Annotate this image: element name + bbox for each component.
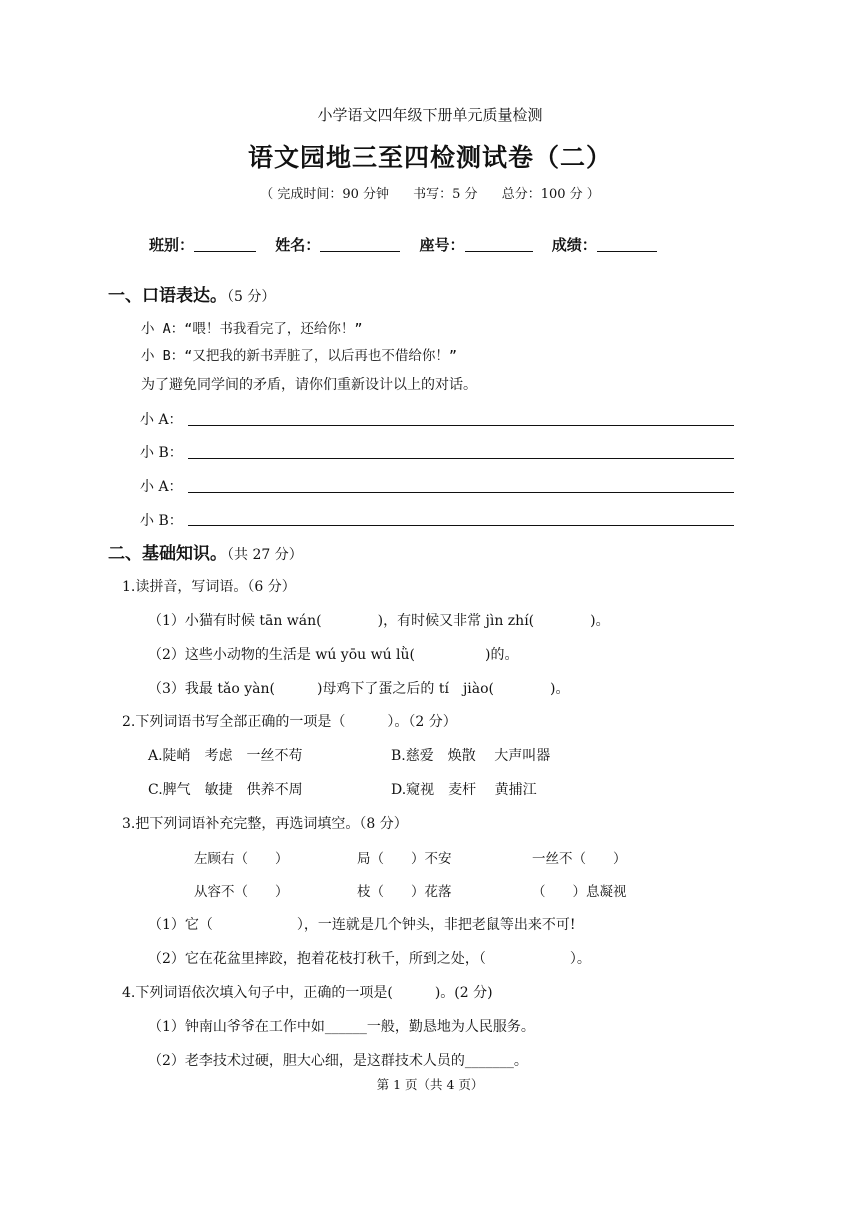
name-label: 姓名： [275,236,321,254]
dialog-b: 小 B：“又把我的新书弄脏了，以后再也不借给你！” [141,348,458,364]
name-blank[interactable] [320,237,400,252]
q4-stem: 4.下列词语依次填入句子中，正确的一项是( )。(2 分) [122,985,493,1001]
exam-title: 语文园地三至四检测试卷（二） [247,143,612,172]
class-blank[interactable] [194,237,256,252]
exam-time: （ 完成时间：90 分钟 [260,187,390,202]
section-1-instruction: 为了避免同学间的矛盾，请你们重新设计以上的对话。 [141,377,477,393]
answer-line-4[interactable] [188,525,734,526]
section-1-title: 一、口语表达。 [108,286,227,306]
q2-stem: 2.下列词语书写全部正确的一项是（ ）。（2 分） [122,714,457,730]
dialog-a: 小 A：“喂！书我看完了，还给你！” [141,321,363,337]
page-footer: 第 1 页（共 4 页） [376,1077,484,1092]
section-2-points: （共 27 分） [227,547,303,563]
q1-stem: 1.读拼音，写词语。（6 分） [122,579,296,595]
seat-label: 座号： [419,236,465,254]
seat-blank[interactable] [465,237,533,252]
exam-meta [0,183,860,202]
score-label: 成绩： [551,236,597,254]
answer-label-2: 小 B： [140,445,183,461]
q4-item-1: （1）钟南山爷爷在工作中如______一般，勤恳地为人民服务。 [148,1019,535,1035]
answer-label-3: 小 A： [140,479,183,495]
q3-stem: 3.把下列词语补充完整，再选词填空。（8 分） [122,816,408,832]
answer-label-1: 小 A： [140,412,183,428]
q3-word-5: 枝（ ）花落 [357,884,452,900]
q3-word-1: 左顾右（ ） [194,851,289,867]
answer-line-2[interactable] [188,458,734,459]
answer-label-4: 小 B： [140,513,183,529]
q4-item-2: （2）老李技术过硬，胆大心细，是这群技术人员的_______。 [148,1053,528,1069]
q1-item-2: （2）这些小动物的生活是 wú yōu wú lǜ( )的。 [148,647,519,663]
q1-item-3: （3）我最 tǎo yàn( )母鸡下了蛋之后的 tí jiào( )。 [148,681,570,697]
section-2-title: 二、基础知识。 [108,544,227,564]
q3-word-3: 一丝不（ ） [532,851,627,867]
q3-word-6: （ ）息凝视 [532,884,627,900]
section-1-points: （5 分） [227,289,276,305]
exam-writing-score: 书写：5 分 [413,187,478,202]
q3-word-2: 局（ ）不安 [357,851,452,867]
score-blank[interactable] [597,237,657,252]
q2-option-a: A.陡峭 考虑 一丝不苟 [148,748,303,764]
q2-option-d: D.窥视 麦杆 黄捕江 [391,782,537,798]
student-info [149,234,671,255]
q1-item-1: （1）小猫有时候 tān wán( )，有时候又非常 jìn zhí( )。 [148,613,610,629]
q3-word-4: 从容不（ ） [194,884,289,900]
q2-option-b: B.慈爱 焕散 大声叫器 [391,748,551,764]
q3-item-2: （2）它在花盆里摔跤，抱着花枝打秋千，所到之处，（ ）。 [148,951,591,967]
answer-line-3[interactable] [188,492,734,493]
class-label: 班别： [149,236,195,254]
section-1-heading [108,281,275,306]
section-2-heading [108,539,303,564]
answer-line-1[interactable] [188,425,734,426]
exam-subtitle: 小学语文四年级下册单元质量检测 [317,106,543,124]
q3-item-1: （1）它（ ），一连就是几个钟头，非把老鼠等出来不可! [148,917,576,933]
q2-option-c: C.脾气 敏捷 供养不周 [148,782,303,798]
exam-total-score: 总分：100 分 ） [501,187,600,202]
